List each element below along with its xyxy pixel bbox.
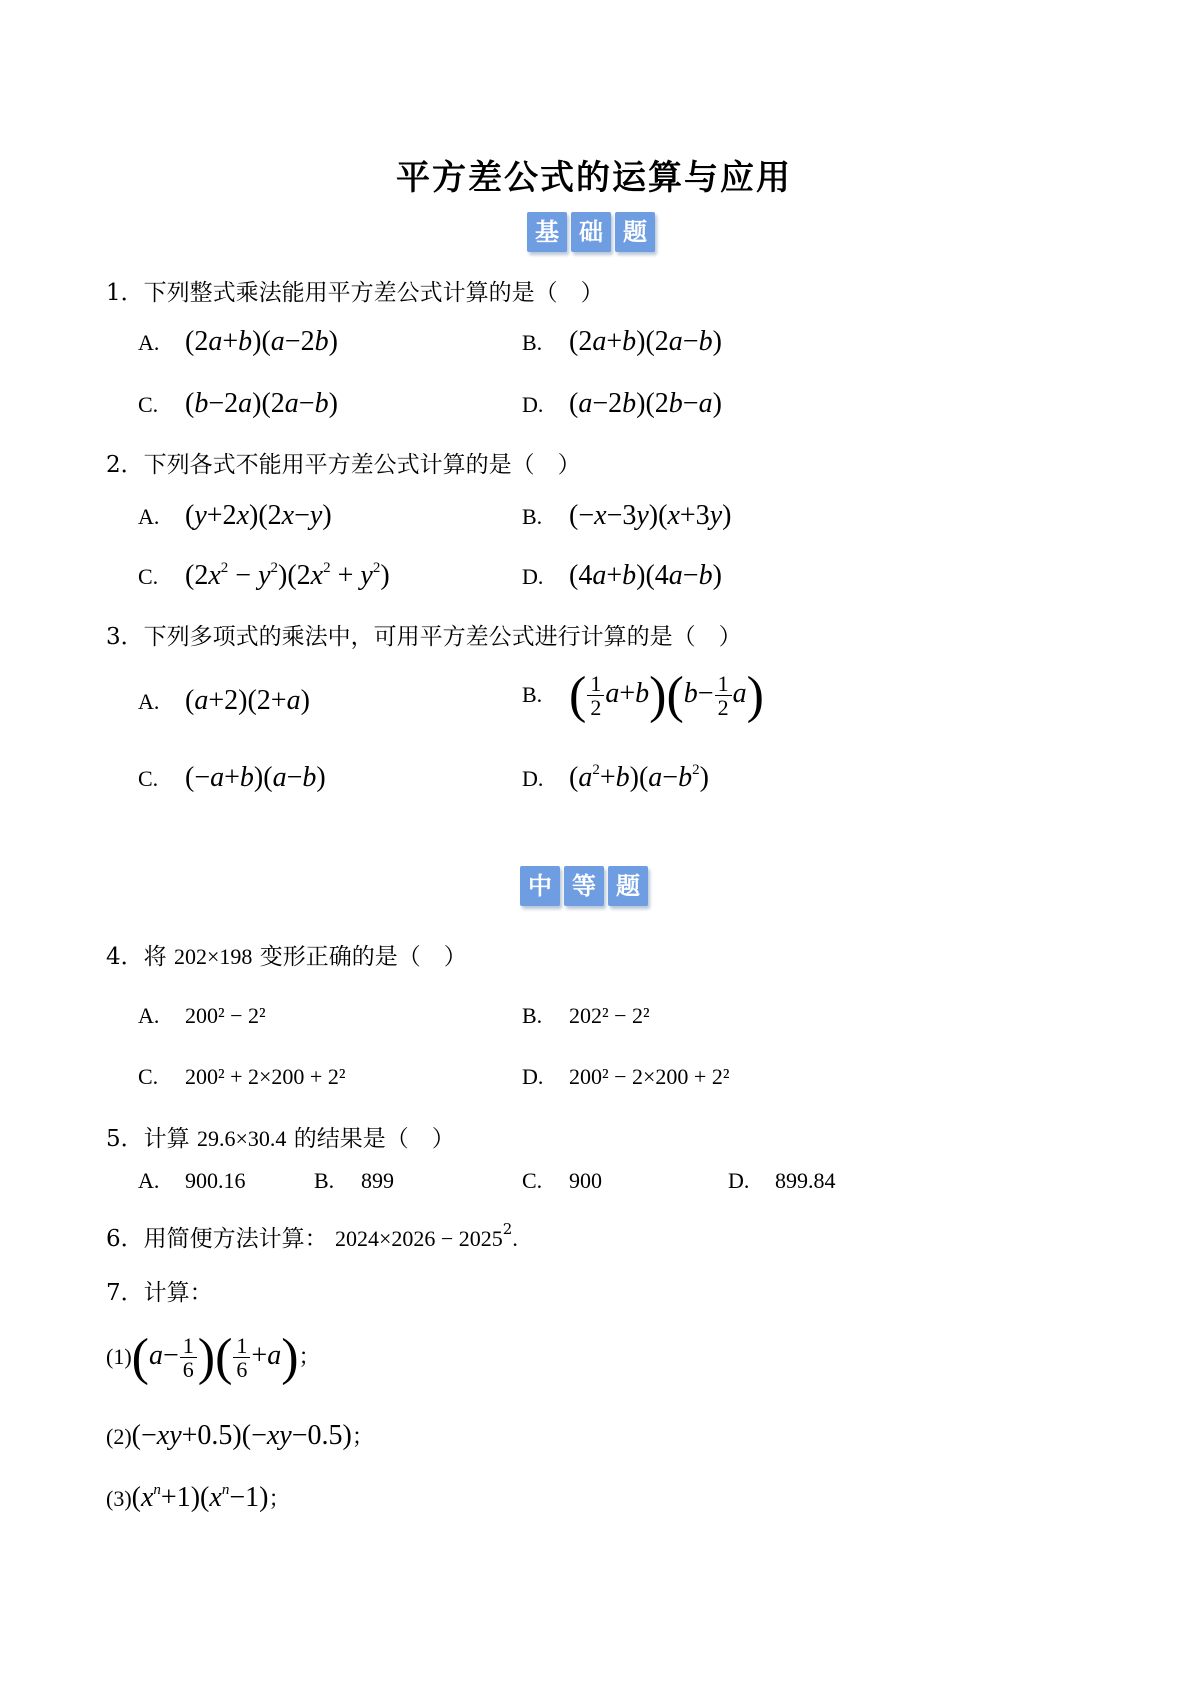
badge-basic [527,212,655,252]
q5-option-d[interactable] [728,1168,836,1194]
badge-basic-char: 题 [615,212,655,252]
option-value: 900 [569,1168,602,1193]
part-label: (1) [106,1343,132,1369]
option-label: D. [522,766,544,791]
math-expr: $(x^n+1)(x^n-1)$ [131,1482,269,1513]
badge-medium [520,866,648,906]
math-expr: $(a^2+b)(a-b^2)$ [569,762,709,793]
option-label: A. [138,1168,160,1193]
q7-part-3 [106,1482,290,1514]
math-expr: (4a+b)(4a−b) [569,560,722,591]
badge-medium-char: 等 [564,866,604,906]
option-label: A. [138,330,160,355]
math-expr: (2a+b)(a−2b) [185,326,338,357]
badge-basic-char: 基 [527,212,567,252]
option-label: D. [522,1064,544,1089]
stem-text: 5．计算 [106,1126,190,1152]
stem-period: . [512,1226,518,1251]
q4-option-a[interactable] [138,1003,266,1029]
question-6-stem [106,1220,518,1253]
option-label: B. [314,1168,335,1193]
q2-option-d[interactable] [522,560,722,592]
q5-option-c[interactable] [522,1168,602,1194]
question-4-stem [106,938,467,971]
stem-expression: 29.6×30.4 [196,1126,287,1151]
option-value: 899 [361,1168,394,1193]
question-7-stem: 7．计算： [106,1280,213,1306]
part-end: ； [268,1487,291,1512]
option-value: 200² − 2² [185,1003,266,1028]
question-3-stem: 3．下列多项式的乘法中，可用平方差公式进行计算的是（ ） [106,624,742,650]
option-label: B. [522,681,543,707]
option-value: 200² + 2×200 + 2² [185,1064,346,1089]
option-label: B. [522,330,543,355]
q4-option-d[interactable] [522,1064,729,1090]
option-label: B. [522,1003,543,1028]
q7-part-2 [106,1420,374,1452]
q7-part-1 [106,1328,321,1387]
q5-option-b[interactable] [314,1168,394,1194]
option-label: D. [522,392,544,417]
stem-text: 4．将 [106,944,167,970]
math-expr: (−a+b)(a−b) [185,762,326,793]
part-label: (3) [106,1486,132,1511]
option-value: 200² − 2×200 + 2² [569,1064,730,1089]
question-1-stem: 1．下列整式乘法能用平方差公式计算的是（ ） [106,280,604,306]
stem-expression: 2024×2026 − 2025 [334,1226,503,1251]
q2-option-b[interactable] [522,500,731,532]
stem-text: 变形正确的是（ ） [259,944,467,970]
math-expr: (a+2)(2+a) [185,685,310,716]
option-label: D. [522,564,544,589]
page-title: 平方差公式的运算与应用 [396,158,792,198]
stem-text: 6．用简便方法计算： [106,1226,328,1252]
badge-basic-char: 础 [571,212,611,252]
q3-option-c[interactable] [138,762,326,794]
option-value: 899.84 [775,1168,836,1193]
option-label: C. [138,1064,159,1089]
stem-text: 的结果是（ ） [293,1126,455,1152]
option-label: A. [138,504,160,529]
badge-medium-char: 题 [608,866,648,906]
stem-expression: 202×198 [173,944,253,969]
math-expr: (−x−3y)(x+3y) [569,500,732,531]
question-5-stem [106,1120,455,1153]
option-label: B. [522,504,543,529]
option-label: C. [138,392,159,417]
q1-option-a[interactable] [138,326,338,358]
q4-option-b[interactable] [522,1003,650,1029]
math-expr: ( $\frac{1}{2}$ a+b)(b− $\frac{1}{2}$ a) [569,667,764,724]
math-expr: (b−2a)(2a−b) [185,388,338,419]
q3-option-a[interactable] [138,685,310,717]
stem-exponent: 2 [502,1220,513,1238]
q3-option-d[interactable] [522,762,709,794]
part-end: ； [351,1425,374,1450]
math-expr: (2a+b)(2a−b) [569,326,722,357]
option-value: 900.16 [185,1168,246,1193]
math-expr: (a− $\frac{1}{6}$ )( $\frac{1}{6}$ +a) [131,1329,299,1386]
badge-medium-char: 中 [520,866,560,906]
option-value: 202² − 2² [569,1003,650,1028]
part-end: ； [298,1344,321,1370]
q2-option-c[interactable] [138,560,390,592]
q1-option-c[interactable] [138,388,338,420]
option-label: A. [138,689,160,714]
option-label: C. [522,1168,543,1193]
math-expr: (−xy+0.5)(−xy−0.5) [131,1420,352,1451]
option-label: C. [138,766,159,791]
q4-option-c[interactable] [138,1064,345,1090]
math-expr: (a−2b)(2b−a) [569,388,722,419]
q2-option-a[interactable] [138,500,332,532]
option-label: C. [138,564,159,589]
option-label: A. [138,1003,160,1028]
math-expr: $(2x^2 - y^2)(2x^2 + y^2)$ [185,560,390,591]
option-label: D. [728,1168,750,1193]
question-2-stem: 2．下列各式不能用平方差公式计算的是（ ） [106,452,581,478]
part-label: (2) [106,1424,132,1449]
q3-option-b[interactable] [522,666,764,725]
q1-option-b[interactable] [522,326,722,358]
q5-option-a[interactable] [138,1168,246,1194]
q1-option-d[interactable] [522,388,722,420]
math-expr: (y+2x)(2x−y) [185,500,332,531]
